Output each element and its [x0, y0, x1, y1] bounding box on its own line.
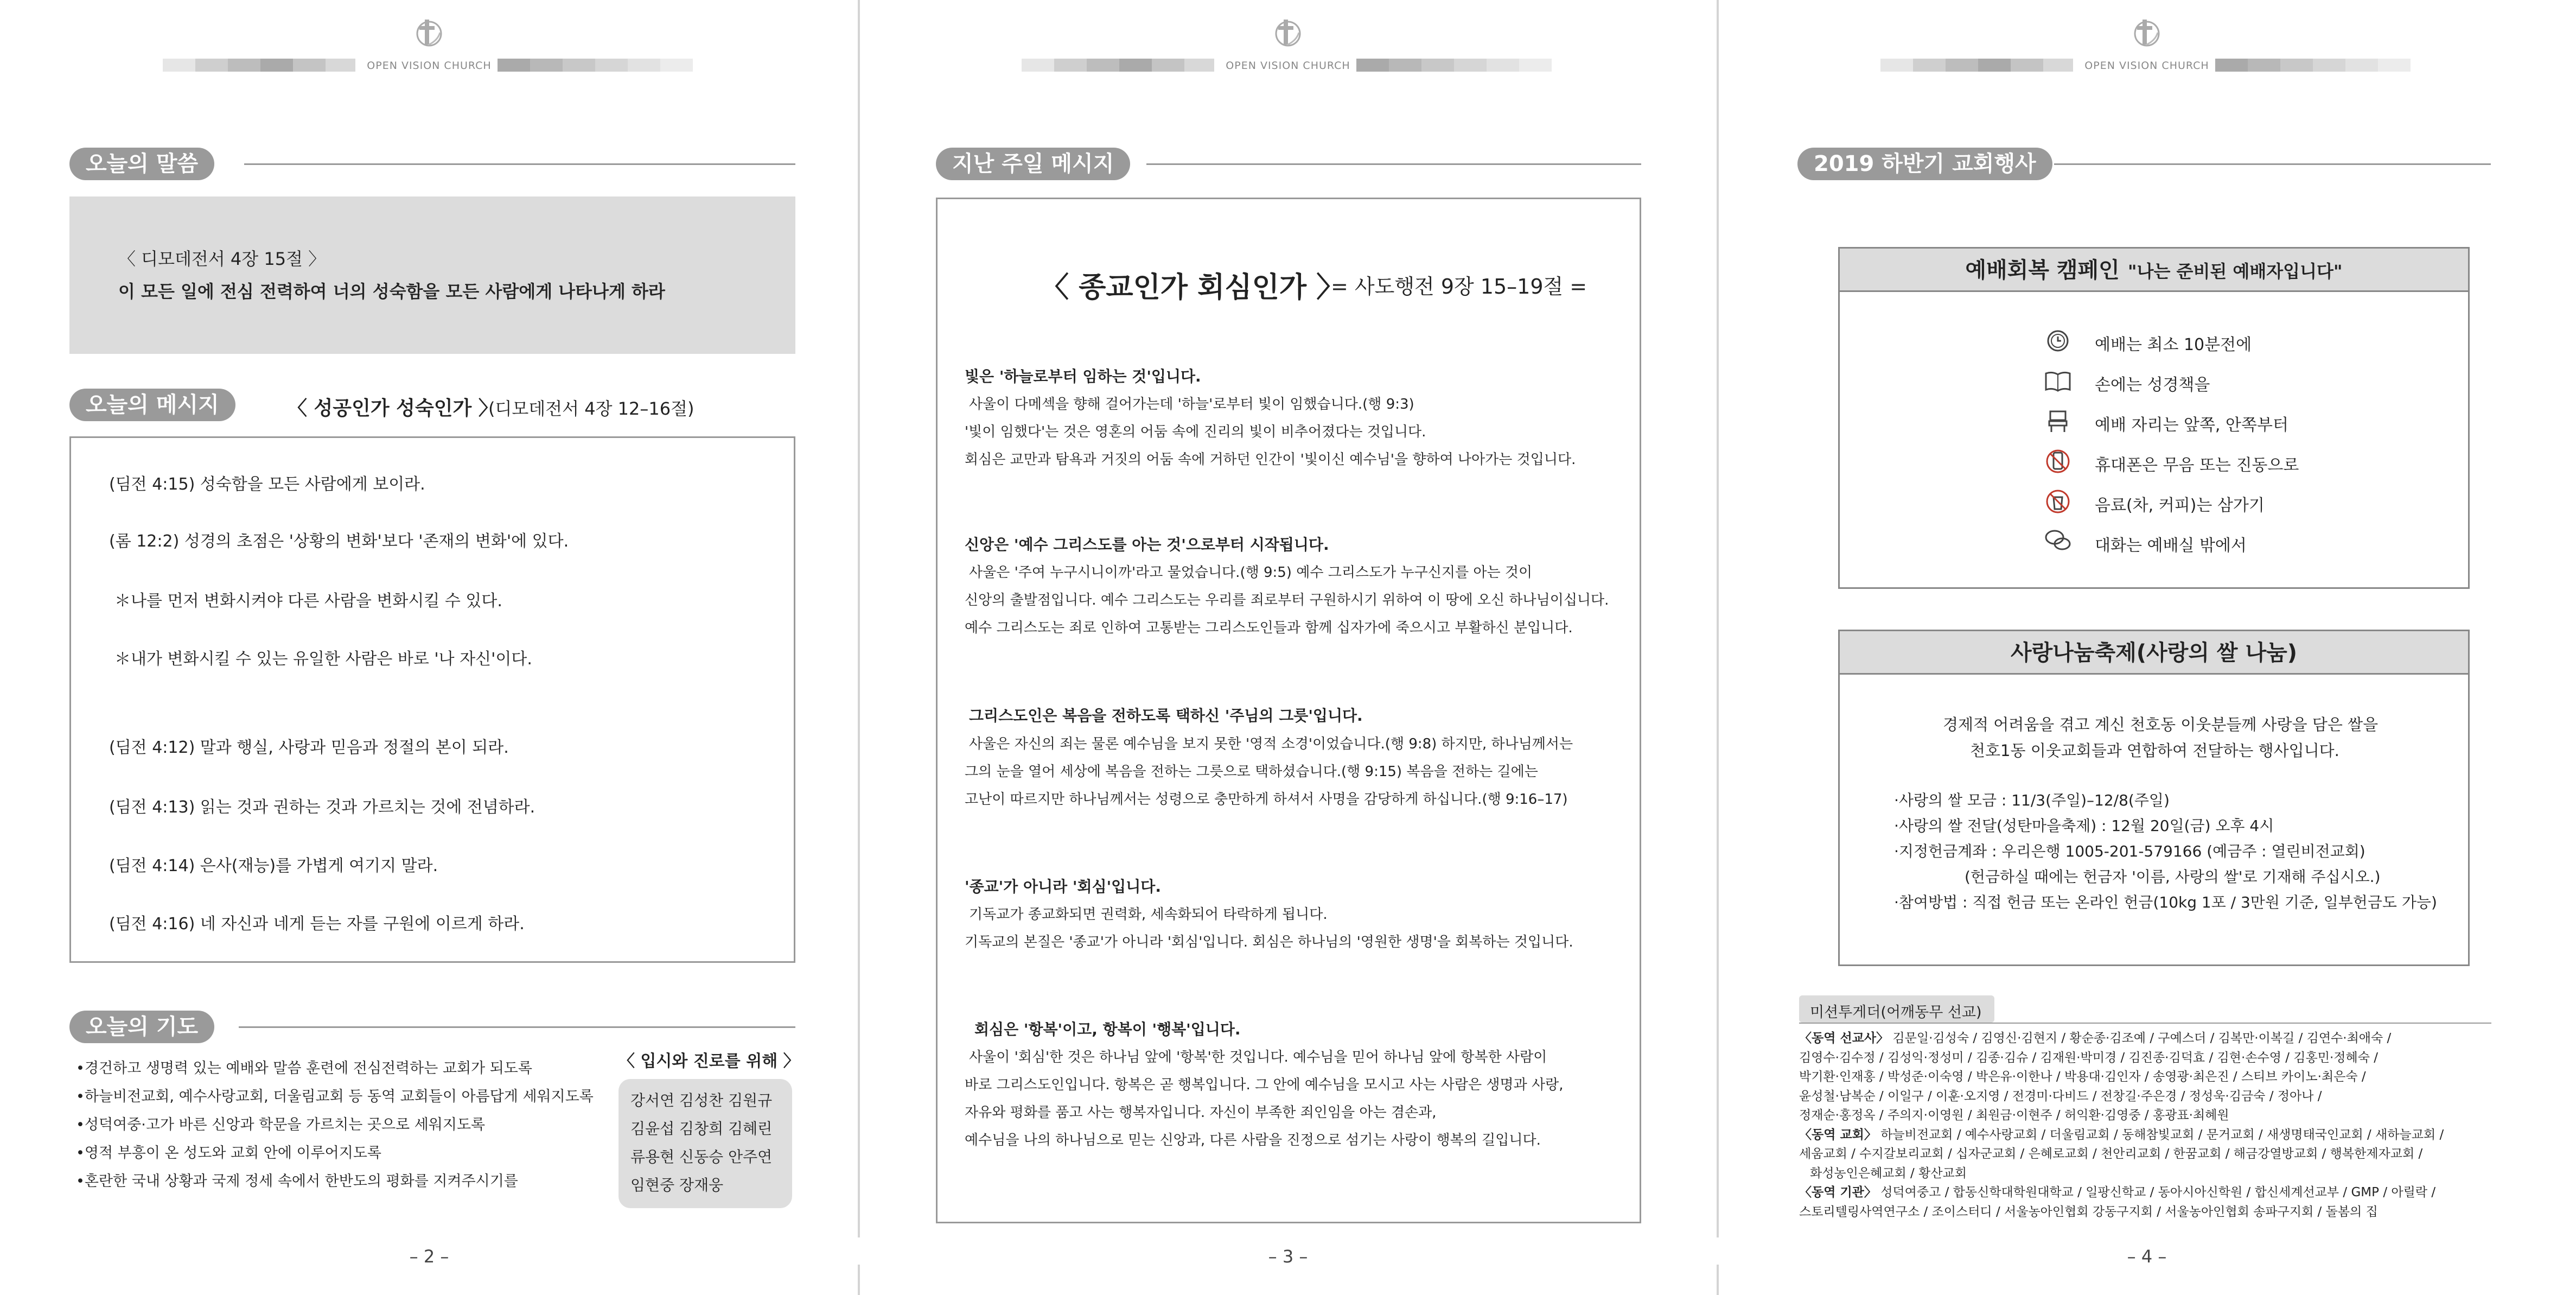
- prayer-item: •혼란한 국내 상황과 국제 정세 속에서 한반도의 평화를 지켜주시기를: [76, 1173, 518, 1190]
- mission-text: 김문일·김성숙 / 김영신·김현지 / 황순종·김조예 / 구예스더 / 김복만·이복길 / 김연수·최애숙 /: [1892, 1031, 2392, 1045]
- message-box: [69, 436, 795, 963]
- sermon-line: 신앙의 출발점입니다. 예수 그리스도는 우리를 죄로부터 구원하시기 위하여 이 땅에 오신 하나님이십니다.: [965, 592, 1609, 608]
- mission-line: [1799, 1049, 2491, 1068]
- campaign-item: 손에는 성경책을: [2095, 376, 2210, 395]
- section-rule: [239, 1026, 795, 1028]
- page-4: [1718, 0, 2576, 1295]
- page-header: [859, 16, 1717, 76]
- campaign-item: 예배는 최소 10분전에: [2095, 335, 2252, 354]
- sermon-heading: 신앙은 '예수 그리스도를 아는 것'으로부터 시작됩니다.: [965, 536, 1329, 554]
- campaign-item: 예배 자리는 앞쪽, 안쪽부터: [2095, 416, 2288, 435]
- section-pill-message: 오늘의 메시지: [69, 389, 235, 421]
- sermon-heading: 그리스도인은 복음을 전하도록 택하신 '주님의 그릇'입니다.: [969, 707, 1363, 725]
- campaign-item: 대화는 예배실 밖에서: [2095, 536, 2247, 555]
- mission-tag-label: 미션투게더(어깨동무 선교): [1810, 1004, 1982, 1021]
- sermon-line: 사울이 다메섹을 향해 걸어가는데 '하늘'로부터 빛이 임했습니다.(행 9:3): [969, 396, 1414, 412]
- mission-text: 스토리텔링사역연구소 / 조이스터디 / 서울농아인협회 강동구지회 / 서울농아인협회 송파구지회 / 돌봄의 집: [1799, 1204, 2378, 1219]
- campaign-item: 음료(차, 커피)는 삼가기: [2095, 496, 2265, 515]
- festival-item: (헌금하실 때에는 헌금자 '이름, 사랑의 쌀'로 기재해 주십시오.): [1965, 868, 2381, 886]
- word-text: 이 모든 일에 전심 전력하여 너의 성숙함을 모든 사람에게 나타나게 하라: [118, 281, 665, 302]
- message-line: (딤전 4:12) 말과 행실, 사랑과 믿음과 정절의 본이 되라.: [109, 738, 509, 757]
- prayer-item: •하늘비전교회, 예수사랑교회, 더울림교회 등 동역 교회들이 아름답게 세워지도록: [76, 1088, 594, 1105]
- mission-text: 정재순·홍정옥 / 주의지·이영원 / 최원금·이현주 / 허익환·김영중 / 홍광표·최혜원: [1799, 1108, 2229, 1122]
- sermon-heading: 빛은 '하늘로부터 임하는 것'입니다.: [965, 367, 1201, 385]
- message-line: (딤전 4:15) 성숙함을 모든 사람에게 보이라.: [109, 475, 425, 494]
- mission-text: 세움교회 / 수지갈보리교회 / 십자군교회 / 은혜로교회 / 천안리교회 / 한꿈교회 / 해금강열방교회 / 행복한제자교회 /: [1799, 1147, 2423, 1161]
- page-header: [0, 16, 858, 76]
- mission-line: [1799, 1029, 2491, 1049]
- festival-intro: 천호1동 이웃교회들과 연합하여 전달하는 행사입니다.: [1970, 741, 2339, 760]
- section-rule: [2054, 163, 2491, 165]
- sermon-line: 사울은 '주여 누구시니이까'라고 물었습니다.(행 9:5) 예수 그리스도가 누구신지를 아는 것이: [969, 564, 1533, 581]
- campaign-box: [1838, 247, 2470, 589]
- mission-list: [1799, 1029, 2491, 1230]
- sermon-line: 기독교의 본질은 '종교'가 아니라 '회심'입니다. 회심은 하나님의 '영원한 생명'을 회복하는 것입니다.: [965, 934, 1573, 950]
- festival-box: [1838, 630, 2470, 966]
- mission-line: [1799, 1106, 2491, 1126]
- message-title: 〈 성공인가 성숙인가 〉: [288, 397, 498, 420]
- mission-text: 김영수·김수정 / 김성익·정성미 / 김종·김슈 / 김재원·박미경 / 김진종·김덕효 / 김현·손수영 / 김홍민·정혜숙 /: [1799, 1050, 2378, 1065]
- mission-line: [1799, 1164, 2491, 1184]
- campaign-item: 휴대폰은 무음 또는 진동으로: [2095, 456, 2299, 475]
- word-reference: 〈 디모데전서 4장 15절 〉: [118, 249, 326, 269]
- page-header: [1718, 16, 2576, 76]
- campaign-subtitle: "나는 준비된 예배자입니다": [2127, 261, 2343, 282]
- message-line: ＊나를 먼저 변화시켜야 다른 사람을 변화시킬 수 있다.: [114, 592, 502, 611]
- sermon-line: 사울이 '회심'한 것은 하나님 앞에 '항복'한 것입니다. 예수님을 믿어 하나님 앞에 항복한 사람이: [969, 1049, 1547, 1065]
- page-number: – 3 –: [1268, 1246, 1308, 1267]
- festival-item: ·참여방법 : 직접 헌금 또는 온라인 헌금(10kg 1포 / 3만원 기준, 일부헌금도 가능): [1894, 893, 2437, 911]
- exam-names-box: [619, 1079, 792, 1208]
- page-3: [859, 0, 1717, 1295]
- no-phone-icon: [2045, 448, 2071, 474]
- section-pill-events: 2019 하반기 교회행사: [1797, 148, 2052, 180]
- sermon-line: 고난이 따르지만 하나님께서는 성령으로 충만하게 하셔서 사명을 감당하게 하십니다.(행 9:16–17): [965, 791, 1568, 808]
- chat-icon: [2044, 528, 2072, 554]
- section-rule: [1146, 163, 1641, 165]
- mission-label: 〈동역 기관〉: [1799, 1185, 1877, 1199]
- mission-text: 박기환·인재홍 / 박성준·이숙영 / 박은유·이한나 / 박용대·김인자 / 송영광·최은진 / 스티브 카이노·최은숙 /: [1799, 1070, 2366, 1084]
- sermon-heading: '종교'가 아니라 '회심'입니다.: [965, 878, 1161, 896]
- last-message-box: [936, 198, 1641, 1223]
- prayer-item: •성덕여중·고가 바른 신앙과 학문을 가르치는 곳으로 세워지도록: [76, 1116, 486, 1133]
- clock-icon: [2045, 328, 2071, 354]
- mission-line: [1799, 1203, 2491, 1222]
- mission-label: 〈동역 교회〉: [1799, 1127, 1877, 1142]
- sermon-line: 예수님을 나의 하나님으로 믿는 신앙과, 다른 사람을 진정으로 섬기는 사랑이 행복의 길입니다.: [965, 1132, 1541, 1148]
- mission-text: 화성농인은혜교회 / 황산교회: [1810, 1166, 1967, 1180]
- festival-header: [1840, 631, 2468, 675]
- section-pill-word: 오늘의 말씀: [69, 148, 214, 180]
- mission-line: [1799, 1068, 2491, 1087]
- message-line: (딤전 4:16) 네 자신과 네게 듣는 자를 구원에 이르게 하라.: [109, 915, 525, 934]
- campaign-title: 예배회복 캠페인: [1965, 258, 2120, 283]
- message-line: (롬 12:2) 성경의 초점은 '상황의 변화'보다 '존재의 변화'에 있다.: [109, 532, 569, 551]
- festival-title: 사랑나눔축제(사랑의 쌀 나눔): [2010, 640, 2298, 665]
- mission-text: 성덕여중고 / 합동신학대학원대학교 / 일팡신학교 / 동아시아신학원 / 합신세계선교부 / GMP / 아릴락 /: [1880, 1185, 2436, 1199]
- mission-line: [1799, 1126, 2491, 1145]
- mission-text: 하늘비전교회 / 예수사랑교회 / 더울림교회 / 동해참빛교회 / 문거교회 / 새생명태국인교회 / 새하늘교회 /: [1880, 1127, 2444, 1142]
- sermon-line: 기독교가 종교화되면 권력화, 세속화되어 타락하게 됩니다.: [969, 906, 1328, 923]
- festival-item: ·사랑의 쌀 모금 : 11/3(주일)–12/8(주일): [1894, 791, 2170, 809]
- sermon-line: '빛이 임했다'는 것은 영혼의 어둠 속에 진리의 빛이 비추어졌다는 것입니다.: [965, 424, 1426, 440]
- mission-text: 윤성철·남복순 / 이일구 / 이훈·오지영 / 전경미·다비드 / 전창길·주은경 / 정성욱·김금숙 / 정아나 /: [1799, 1089, 2322, 1103]
- message-line: (딤전 4:14) 은사(재능)를 가볍게 여기지 말라.: [109, 856, 438, 875]
- section-pill-last-message: 지난 주일 메시지: [936, 148, 1130, 180]
- exam-names-line: 임현중 장재웅: [630, 1176, 724, 1194]
- sermon-line: 바로 그리스도인입니다. 항복은 곧 행복입니다. 그 안에 예수님을 모시고 사는 사람은 생명과 사랑,: [965, 1077, 1564, 1093]
- church-logo: [1272, 16, 1304, 52]
- sermon-title: 〈 종교인가 회심인가 〉: [1041, 271, 1345, 304]
- sermon-reference: = 사도행전 9장 15–19절 =: [1331, 275, 1587, 299]
- mission-line: [1799, 1183, 2491, 1203]
- section-pill-prayer: 오늘의 기도: [69, 1011, 214, 1043]
- campaign-header: [1840, 249, 2468, 292]
- sermon-line: 사울은 자신의 죄는 물론 예수님을 보지 못한 '영적 소경'이었습니다.(행 9:8) 하지만, 하나님께서는: [969, 736, 1573, 752]
- page-2: [0, 0, 858, 1295]
- sermon-line: 회심은 교만과 탐욕과 거짓의 어둠 속에 거하던 인간이 '빛이신 예수님'을 향하여 나아가는 것입니다.: [965, 452, 1576, 468]
- sermon-heading: 회심은 '항복'이고, 항복이 '행복'입니다.: [974, 1020, 1241, 1038]
- church-logo: [413, 16, 445, 52]
- exam-title: 〈 입시와 진로를 위해 〉: [619, 1052, 800, 1071]
- word-box: [69, 196, 795, 354]
- brand-text: OPEN VISION CHURCH: [2084, 60, 2209, 72]
- festival-item: ·지정헌금계좌 : 우리은행 1005-201-579166 (예금주 : 열린비전교회): [1894, 842, 2365, 860]
- section-rule: [1799, 1023, 2491, 1024]
- page-number: – 2 –: [409, 1246, 449, 1267]
- exam-names-line: 류용현 신동승 안주연: [630, 1148, 773, 1166]
- mission-label: 〈동역 선교사〉: [1799, 1031, 1889, 1045]
- no-drink-icon: [2045, 488, 2071, 515]
- sermon-line: 자유와 평화를 품고 사는 행복자입니다. 자신이 부족한 죄인임을 아는 겸손과,: [965, 1104, 1437, 1121]
- page-number: – 4 –: [2127, 1246, 2167, 1267]
- message-reference: (디모데전서 4장 12–16절): [488, 398, 694, 419]
- church-logo: [2131, 16, 2163, 52]
- sermon-line: 예수 그리스도는 죄로 인하여 고통받는 그리스도인들과 함께 십자가에 죽으시고 부활하신 분입니다.: [965, 620, 1573, 636]
- prayer-item: •경건하고 생명력 있는 예배와 말씀 훈련에 전심전력하는 교회가 되도록: [76, 1060, 532, 1077]
- section-rule: [244, 163, 795, 165]
- book-icon: [2044, 368, 2072, 394]
- festival-intro: 경제적 어려움을 겪고 계신 천호동 이웃분들께 사랑을 담은 쌀을: [1943, 715, 2379, 734]
- festival-item: ·사랑의 쌀 전달(성탄마을축제) : 12월 20일(금) 오후 4시: [1894, 817, 2274, 835]
- mission-line: [1799, 1145, 2491, 1164]
- chair-icon: [2045, 408, 2071, 434]
- exam-names-line: 강서연 김성찬 김원규: [630, 1091, 773, 1109]
- message-line: (딤전 4:13) 읽는 것과 권하는 것과 가르치는 것에 전념하라.: [109, 798, 535, 817]
- brand-text: OPEN VISION CHURCH: [1226, 60, 1350, 72]
- prayer-item: •영적 부흥이 온 성도와 교회 안에 이루어지도록: [76, 1145, 381, 1161]
- mission-line: [1799, 1087, 2491, 1107]
- mission-tag: [1799, 995, 1994, 1023]
- exam-names-line: 김윤섭 김창희 김혜린: [630, 1120, 773, 1138]
- message-line: ＊내가 변화시킬 수 있는 유일한 사람은 바로 '나 자신'이다.: [114, 650, 532, 669]
- sermon-line: 그의 눈을 열어 세상에 복음을 전하는 그릇으로 택하셨습니다.(행 9:15) 복음을 전하는 길에는: [965, 764, 1538, 780]
- brand-text: OPEN VISION CHURCH: [367, 60, 492, 72]
